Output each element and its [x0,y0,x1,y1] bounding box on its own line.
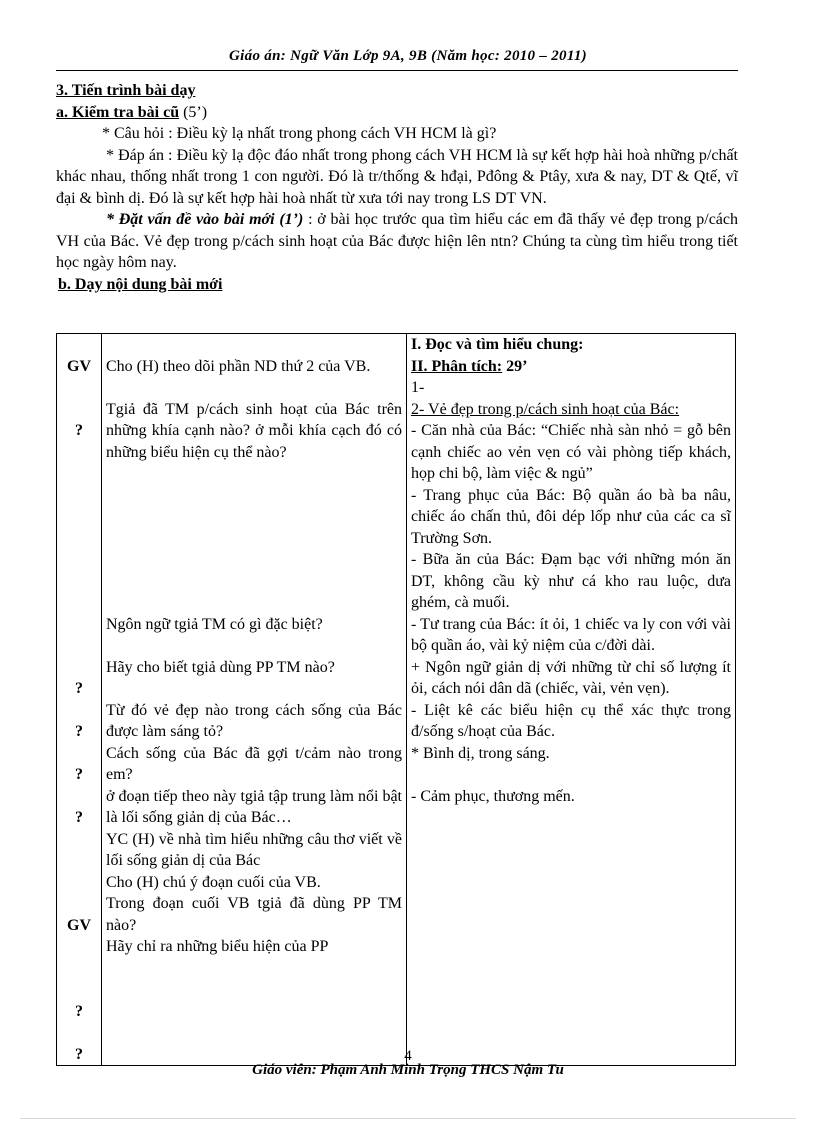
content-point: - Liệt kê các biểu hiện cụ thể xác thực trong đ/sống s/hoạt của Bác. [411,701,731,740]
content-point: - Bữa ăn của Bác: Đạm bạc với những món ăn DT, không cầu kỳ như cá kho rau luộc, dưa ghém, cà muối. [411,551,731,611]
role-mark: ? [75,1002,83,1020]
content-point: * Bình dị, trong sáng. [411,744,550,762]
content-point: + Ngôn ngữ giản dị với những từ chỉ số lượng ít ỏi, cách nói dân dã (chiếc, vài, vẻn vẹn). [411,658,731,697]
lesson-intro-text: : ở bài học trước qua tìm hiểu các em đã thấy vẻ đẹp trong p/cách VH của Bác. Vẻ đẹp trong p/cách sinh hoạt của Bác được hiện lên ntn? Chúng ta cùng tìm hiểu trong tiết học ngày hôm nay. [56,211,739,271]
activity-text: Cho (H) theo dõi phần ND thứ 2 của VB. [106,357,371,375]
activity-text: Hãy chỉ ra những biểu hiện của PP [106,938,329,955]
header-divider [56,70,738,71]
content-heading-2 [411,356,731,378]
activity-text: Hãy cho biết tgiả dùng PP TM nào? [106,658,335,676]
section-title: 3. Tiến trình bài dạy [56,82,196,99]
activity-text: Cách sống của Bác đã gợi t/cảm nào trong em? [106,744,402,783]
role-mark: ? [75,766,83,783]
document-body [56,80,738,295]
lesson-table [56,333,736,1066]
role-mark: GV [67,357,91,375]
activity-text: Tgiả đã TM p/cách sinh hoạt của Bác trên những khía cạnh nào? ở mỗi khía cạch đó có những biểu hiện cụ thể nào? [106,400,402,461]
table-row [57,334,736,1066]
activity-text: ở đoạn tiếp theo này tgiả tập trung làm nổi bật là lối sống giản dị của Bác… [106,787,402,826]
lesson-intro-label: * Đặt vấn đề vào bài mới (1’) [106,211,304,228]
subsection-b-title: b. Dạy nội dung bài mới [58,275,223,293]
role-mark: ? [75,723,83,740]
lesson-intro [56,209,738,274]
subsection-a [56,102,738,124]
page-footer: Giáo viên: Phạm Anh Minh Trọng THCS Nậm Tu [252,1062,564,1078]
activity-text: Trong đoạn cuối VB tgiả đã dùng PP TM nào? [106,895,402,934]
review-answer: * Đáp án : Điều kỳ lạ độc đáo nhất trong phong cách VH HCM là sự kết hợp hài hoà những p/chất khác nhau, thống nhất trong 1 con người. Đó là tr/thống & hđại, Pđông & Ptây, xưa & nay, DT & Qtế, vĩ đại & bình dị. Đó là sự kết hợp hài hoà nhất từ xưa tới nay trong LS DT VN. [56,146,738,207]
role-mark: GV [67,916,91,934]
activity-text: YC (H) về nhà tìm hiểu những câu thơ viết về lối sống giản dị của Bác [106,830,402,869]
page-number: 4 [404,1048,412,1064]
content-column [407,334,736,1066]
content-heading: I. Đọc và tìm hiểu chung: [411,336,584,353]
content-subheading: 1- [411,379,425,396]
role-mark: ? [75,1045,83,1063]
activity-text: Ngôn ngữ tgiả TM có gì đặc biệt? [106,615,323,633]
content-point: - Cảm phục, thương mến. [411,787,575,805]
content-point: - Căn nhà của Bác: “Chiếc nhà sàn nhỏ = gỗ bên cạnh chiếc ao vẻn vẹn có vài phòng tiếp khách, họp chi bộ, làm việc & ngủ” [411,422,731,482]
role-mark: ? [75,809,83,826]
content-heading-time: 29’ [502,357,528,375]
content-subheading: 2- Vẻ đẹp trong p/cách sinh hoạt của Bác: [411,400,680,418]
review-question: * Câu hỏi : Điều kỳ lạ nhất trong phong cách VH HCM là gì? [102,125,497,142]
page-header: Giáo án: Ngữ Văn Lớp 9A, 9B (Năm học: 2010 – 2011) [229,48,587,64]
subsection-a-title: a. Kiểm tra bài cũ [56,103,180,121]
role-mark: ? [75,680,83,697]
activity-text: Cho (H) chú ý đoạn cuối của VB. [106,873,321,891]
content-point: - Trang phục của Bác: Bộ quần áo bà ba nâu, chiếc áo chấn thủ, đôi dép lốp như của các ca sĩ Trường Sơn. [411,486,731,547]
role-column [57,334,102,1066]
content-point: - Tư trang của Bác: ít ỏi, 1 chiếc va ly con với vài bộ quần áo, vài kỷ niệm của c/đời dài. [411,615,731,654]
content-heading-label: II. Phân tích: [411,357,503,375]
role-mark: ? [75,422,83,439]
activity-text: Từ đó vẻ đẹp nào trong cách sống của Bác được làm sáng tỏ? [106,701,402,740]
activity-column [102,334,407,1066]
page-bottom-edge [20,1118,796,1119]
subsection-a-time: (5’) [179,103,208,121]
